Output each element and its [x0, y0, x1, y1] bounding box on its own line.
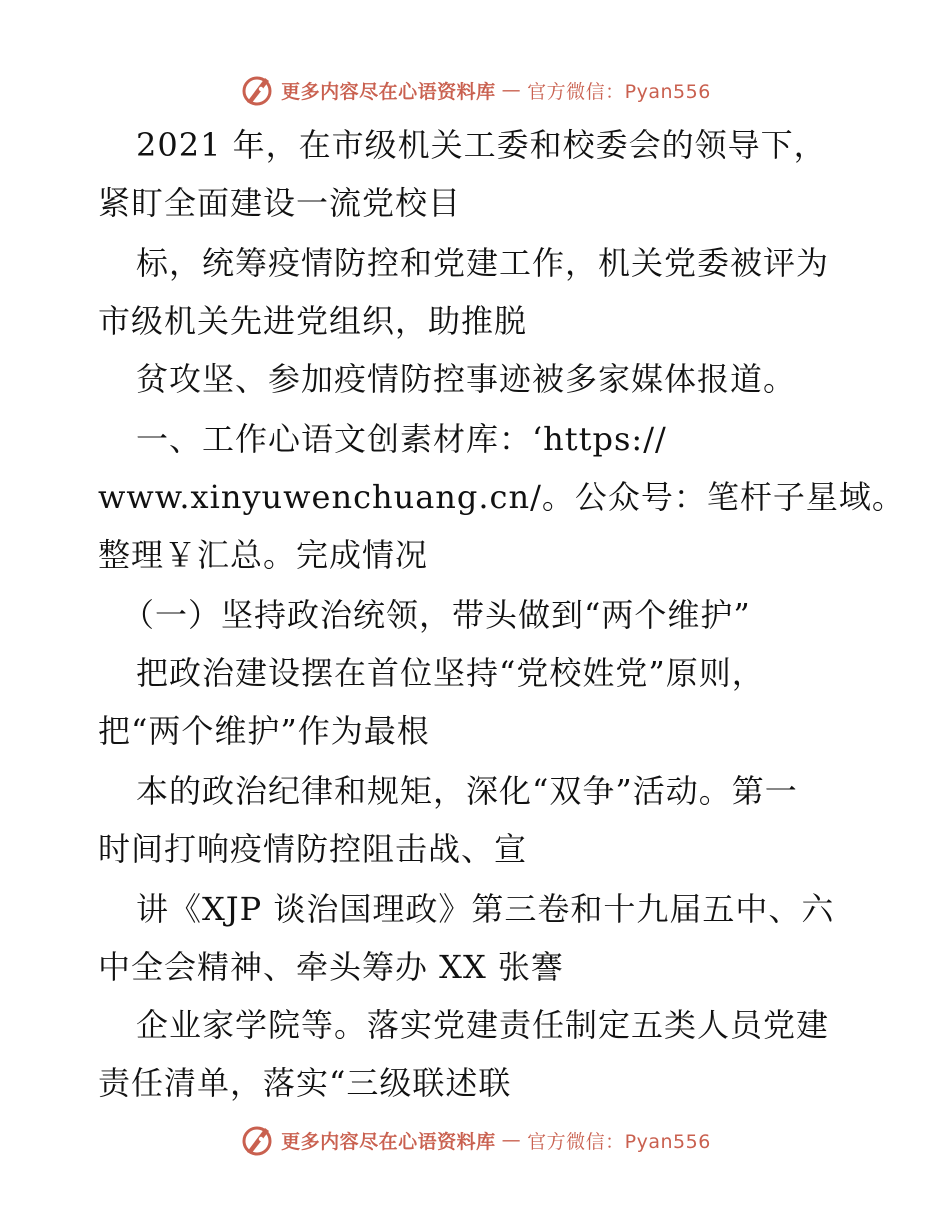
text-line: 标，统筹疫情防控和党建工作，机关党委被评为	[136, 244, 830, 282]
text-line: 整理￥汇总。完成情况	[98, 536, 429, 574]
text-line: 企业家学院等。落实党建责任制定五类人员党建	[136, 1006, 830, 1044]
text-line: 紧盯全面建设一流党校目	[98, 184, 462, 222]
text-line: 市级机关先进党组织，助推脱	[98, 302, 528, 340]
quill-pen-logo-icon	[239, 72, 275, 108]
text-line: 一、工作心语文创素材库：‘https://	[136, 420, 667, 458]
text-line: www.xinyuwenchuang.cn/。公众号：笔杆子星域。	[98, 478, 905, 516]
text-line: 讲《XJP 谈治国理政》第三卷和十九届五中、六	[136, 890, 835, 928]
text-line: 中全会精神、牵头筹办 XX 张謇	[98, 948, 564, 986]
watermark-main-text: 更多内容尽在心语资料库	[281, 80, 496, 103]
text-line: 把政治建设摆在首位坚持“党校姓党”原则，	[136, 654, 765, 692]
watermark-dash: —	[501, 1129, 522, 1151]
text-line: 贫攻坚、参加疫情防控事迹被多家媒体报道。	[136, 360, 797, 398]
text-line: 责任清单，落实“三级联述联	[98, 1064, 512, 1102]
text-line: 2021 年，在市级机关工委和校委会的领导下，	[136, 126, 827, 164]
text-line: 把“两个维护”作为最根	[98, 712, 430, 750]
text-line: 时间打响疫情防控阻击战、宣	[98, 830, 528, 868]
text-line: 本的政治纪律和规矩，深化“双争”活动。第一	[136, 772, 798, 810]
quill-pen-logo-icon	[239, 1122, 275, 1158]
footer-watermark-banner	[0, 1118, 950, 1162]
watermark-contact-text: 官方微信：Pyan556	[527, 80, 711, 103]
watermark-main-text: 更多内容尽在心语资料库	[281, 1130, 496, 1153]
watermark-dash: —	[501, 79, 522, 101]
header-watermark-banner	[0, 68, 950, 112]
watermark-contact-text: 官方微信：Pyan556	[527, 1130, 711, 1153]
section-heading: （一）坚持政治统领，带头做到“两个维护”	[122, 596, 751, 634]
